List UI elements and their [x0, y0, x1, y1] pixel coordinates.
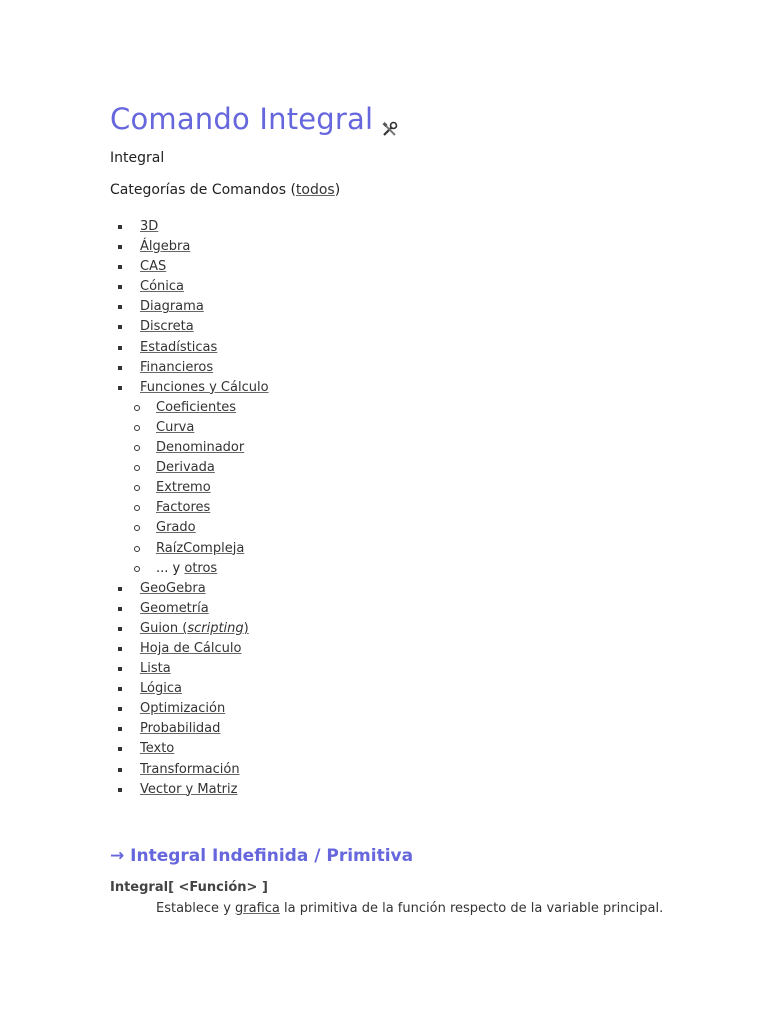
bullet	[134, 425, 140, 431]
categories-suffix: )	[334, 182, 341, 198]
others-link[interactable]: otros	[184, 560, 218, 576]
list-item	[110, 639, 269, 659]
list-item	[110, 539, 269, 559]
bullet	[134, 546, 140, 552]
category-link-3d[interactable]: 3D	[140, 219, 159, 234]
bullet	[134, 485, 140, 491]
bullet	[118, 305, 122, 309]
bullet	[118, 627, 122, 631]
category-link-diagrama[interactable]: Diagrama	[140, 299, 204, 315]
list-item	[110, 719, 269, 739]
subcategory-link-extremo[interactable]: Extremo	[156, 480, 211, 496]
list-item	[110, 297, 269, 317]
guion-italic: scripting	[187, 620, 244, 636]
tools-icon	[381, 112, 399, 130]
list-item	[110, 498, 269, 518]
list-item	[110, 317, 269, 337]
list-item	[110, 599, 269, 619]
list-item	[110, 398, 269, 418]
list-item	[110, 378, 269, 398]
syntax-text: Integral[ <Función> ]	[110, 880, 268, 895]
list-item	[110, 760, 269, 780]
category-link-guion[interactable]	[140, 621, 249, 636]
guion-suffix: )	[243, 620, 249, 636]
category-link-probabilidad[interactable]: Probabilidad	[140, 721, 221, 737]
bullet	[118, 727, 122, 731]
list-item	[110, 217, 269, 237]
subcategory-link-curva[interactable]: Curva	[156, 419, 195, 435]
bullet	[118, 265, 122, 269]
page-title	[110, 102, 399, 136]
category-link-logica[interactable]: Lógica	[140, 681, 182, 697]
category-link-lista[interactable]: Lista	[140, 661, 171, 677]
bullet	[118, 707, 122, 711]
category-link-funciones[interactable]: Funciones y Cálculo	[140, 379, 269, 395]
category-link-estadisticas[interactable]: Estadísticas	[140, 339, 218, 355]
category-link-texto[interactable]: Texto	[140, 741, 175, 757]
bullet	[118, 607, 122, 611]
bullet	[118, 285, 122, 289]
category-link-discreta[interactable]: Discreta	[140, 319, 194, 335]
bullet	[118, 768, 122, 772]
list-item	[110, 659, 269, 679]
categories-prefix: Categorías de Comandos (	[110, 182, 296, 198]
bullet	[118, 346, 122, 350]
category-link-vector-y-matriz[interactable]: Vector y Matriz	[140, 781, 238, 797]
list-item	[110, 257, 269, 277]
category-link-conica[interactable]: Cónica	[140, 279, 184, 295]
bullet	[118, 386, 122, 390]
desc-prefix: Establece y	[156, 901, 236, 916]
command-syntax	[110, 880, 268, 895]
desc-suffix: la primitiva de la función respecto de la variable principal.	[279, 901, 664, 916]
categories-line	[110, 182, 340, 198]
category-link-geogebra[interactable]: GeoGebra	[140, 580, 206, 596]
others-prefix: ... y	[156, 560, 185, 576]
list-item	[110, 418, 269, 438]
bullet	[118, 587, 122, 591]
list-item	[110, 458, 269, 478]
bullet	[118, 325, 122, 329]
list-item	[110, 277, 269, 297]
category-link-algebra[interactable]: Álgebra	[140, 239, 191, 255]
subcategory-link-derivada[interactable]: Derivada	[156, 460, 215, 476]
list-item	[110, 739, 269, 759]
bullet	[118, 747, 122, 751]
bullet	[118, 687, 122, 691]
category-list	[110, 217, 269, 800]
category-link-hoja-de-calculo[interactable]: Hoja de Cálculo	[140, 640, 242, 656]
category-link-geometria[interactable]: Geometría	[140, 600, 209, 616]
command-description	[156, 901, 663, 916]
list-item	[110, 559, 269, 579]
subcategory-link-coeficientes[interactable]: Coeficientes	[156, 399, 237, 415]
grafica-link[interactable]: grafica	[235, 901, 280, 916]
list-item	[110, 338, 269, 358]
guion-label: Guion (	[140, 620, 188, 636]
list-item	[110, 579, 269, 599]
bullet	[134, 465, 140, 471]
subcategory-link-denominador[interactable]: Denominador	[156, 440, 245, 456]
list-item	[110, 358, 269, 378]
list-item	[110, 478, 269, 498]
category-link-financieros[interactable]: Financieros	[140, 359, 214, 375]
subcategory-link-grado[interactable]: Grado	[156, 520, 196, 536]
bullet	[134, 525, 140, 531]
list-item	[110, 237, 269, 257]
list-item	[110, 699, 269, 719]
bullet	[134, 445, 140, 451]
todos-link[interactable]: todos	[295, 182, 335, 198]
bullet	[118, 788, 122, 792]
bullet	[118, 245, 122, 249]
bullet	[134, 566, 140, 572]
bullet	[118, 225, 122, 229]
list-item	[110, 679, 269, 699]
list-item	[110, 438, 269, 458]
list-item	[110, 518, 269, 538]
bullet	[118, 667, 122, 671]
subcategory-link-factores[interactable]: Factores	[156, 500, 211, 516]
page-title-text: Comando Integral	[110, 102, 374, 136]
list-item	[110, 619, 269, 639]
subtitle: Integral	[110, 150, 165, 166]
bullet	[134, 505, 140, 511]
list-item	[110, 780, 269, 800]
subcategory-link-raizcompleja[interactable]: RaízCompleja	[156, 540, 245, 556]
bullet	[118, 647, 122, 651]
section-title: → Integral Indefinida / Primitiva	[110, 846, 414, 866]
bullet	[118, 366, 122, 370]
category-link-optimizacion[interactable]: Optimización	[140, 701, 226, 717]
category-link-transformacion[interactable]: Transformación	[140, 761, 240, 777]
category-link-cas[interactable]: CAS	[140, 259, 167, 275]
bullet	[134, 405, 140, 411]
